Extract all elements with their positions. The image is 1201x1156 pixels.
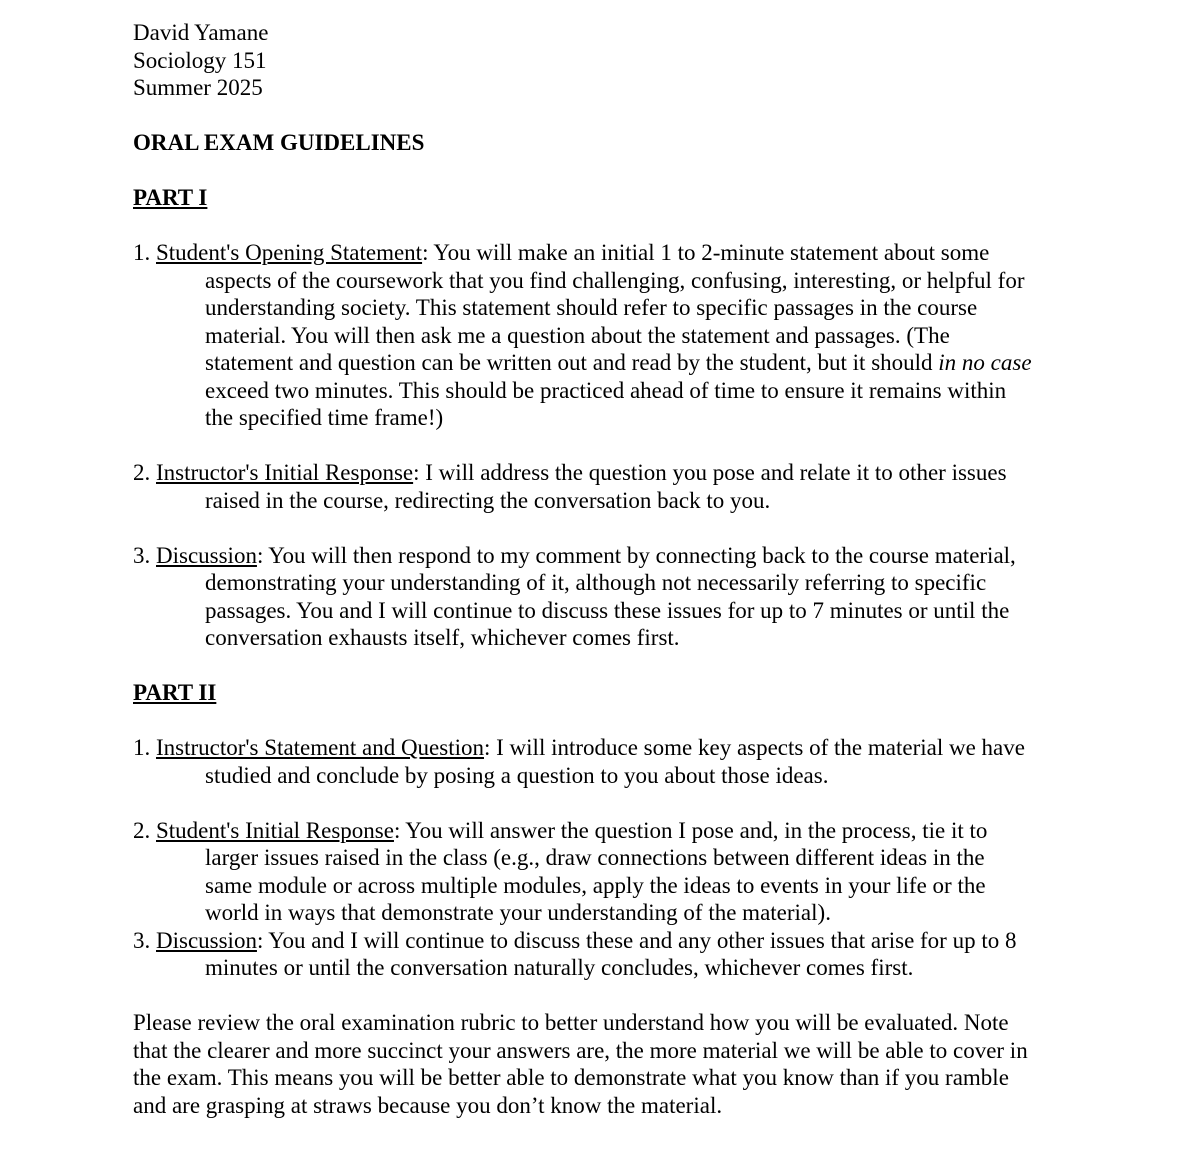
item-number: 3. xyxy=(133,542,156,568)
item-text: : You will make an initial 1 to 2-minute statement about some xyxy=(422,240,990,265)
spacer xyxy=(133,212,1083,240)
item-first-line xyxy=(133,817,1083,845)
item-label: Discussion xyxy=(156,542,257,568)
item-line xyxy=(133,349,1083,377)
paragraph-line: and are grasping at straws because you don’t know the material. xyxy=(133,1092,723,1118)
item-first-line xyxy=(133,927,1083,955)
item-number: 1. xyxy=(133,735,156,760)
document-title: ORAL EXAM GUIDELINES xyxy=(133,130,425,155)
part1-item-2 xyxy=(133,459,1083,514)
header-block xyxy=(133,19,1083,102)
item-text: : You and I will continue to discuss these and any other issues that arise for up to 8 xyxy=(256,927,1017,953)
item-text: statement and question can be written out and read by the student, but it should xyxy=(205,350,939,375)
item-number: 2. xyxy=(133,460,156,485)
item-label: Discussion xyxy=(156,927,257,953)
author-name: David Yamane xyxy=(133,20,269,45)
part2-item-3 xyxy=(133,927,1083,982)
item-label: Instructor's Statement and Question xyxy=(156,735,484,760)
spacer xyxy=(133,789,1083,817)
item-line: same module or across multiple modules, apply the ideas to events in your life or the xyxy=(205,872,986,898)
item-line: the specified time frame!) xyxy=(205,405,444,430)
item-line: aspects of the coursework that you find challenging, confusing, interesting, or helpful for xyxy=(205,267,1025,293)
item-line: larger issues raised in the class (e.g., draw connections between different ideas in the xyxy=(205,845,985,870)
term: Summer 2025 xyxy=(133,75,263,100)
paragraph-line: that the clearer and more succinct your answers are, the more material we will be able to cover in xyxy=(133,1037,1028,1063)
item-line: passages. You and I will continue to discuss these issues for up to 7 minutes or until the xyxy=(205,597,1010,623)
item-line: world in ways that demonstrate your understanding of the material). xyxy=(205,900,831,925)
item-first-line xyxy=(133,734,1083,762)
item-first-line xyxy=(133,459,1083,487)
spacer xyxy=(133,982,1083,1010)
spacer xyxy=(133,707,1083,735)
spacer xyxy=(133,432,1083,460)
spacer xyxy=(133,652,1083,680)
item-line: understanding society. This statement should refer to specific passages in the course xyxy=(205,295,978,320)
item-text: : I will introduce some key aspects of the material we have xyxy=(484,735,1025,760)
spacer xyxy=(133,514,1083,542)
item-text: : I will address the question you pose and relate it to other issues xyxy=(413,460,1007,485)
item-number: 2. xyxy=(133,817,156,843)
item-text: : You will answer the question I pose and, in the process, tie it to xyxy=(393,817,988,843)
item-number: 1. xyxy=(133,240,156,265)
spacer xyxy=(133,157,1083,185)
spacer xyxy=(133,102,1083,130)
item-line: exceed two minutes. This should be practiced ahead of time to ensure it remains within xyxy=(205,377,1007,403)
item-text: : You will then respond to my comment by connecting back to the course material, xyxy=(256,542,1016,568)
paragraph-line: Please review the oral examination rubric to better understand how you will be evaluated. Note xyxy=(133,1010,1009,1035)
part1-item-1 xyxy=(133,239,1083,432)
document-page xyxy=(133,19,1083,1119)
part1-item-3 xyxy=(133,542,1083,652)
item-line: demonstrating your understanding of it, although not necessarily referring to specific xyxy=(205,570,987,595)
paragraph-line: the exam. This means you will be better able to demonstrate what you know than if you ramble xyxy=(133,1065,1009,1090)
item-line: material. You will then ask me a question about the statement and passages. (The xyxy=(205,322,950,348)
item-line: minutes or until the conversation naturally concludes, whichever comes first. xyxy=(205,955,914,980)
part2-item-1 xyxy=(133,734,1083,789)
item-label: Student's Opening Statement xyxy=(156,240,423,265)
emphasis-text: in no case xyxy=(938,350,1032,375)
item-label: Instructor's Initial Response xyxy=(156,460,414,485)
item-line: studied and conclude by posing a question to you about those ideas. xyxy=(205,762,829,788)
closing-paragraph xyxy=(133,1009,1083,1119)
item-label: Student's Initial Response xyxy=(156,817,394,843)
part2-heading: PART II xyxy=(133,680,217,705)
part1-heading: PART I xyxy=(133,185,208,210)
item-number: 3. xyxy=(133,927,156,953)
course-name: Sociology 151 xyxy=(133,47,267,73)
item-line: raised in the course, redirecting the conversation back to you. xyxy=(205,487,771,513)
item-first-line xyxy=(133,239,1083,267)
item-first-line xyxy=(133,542,1083,570)
item-line: conversation exhausts itself, whichever comes first. xyxy=(205,625,680,650)
part2-item-2 xyxy=(133,817,1083,927)
